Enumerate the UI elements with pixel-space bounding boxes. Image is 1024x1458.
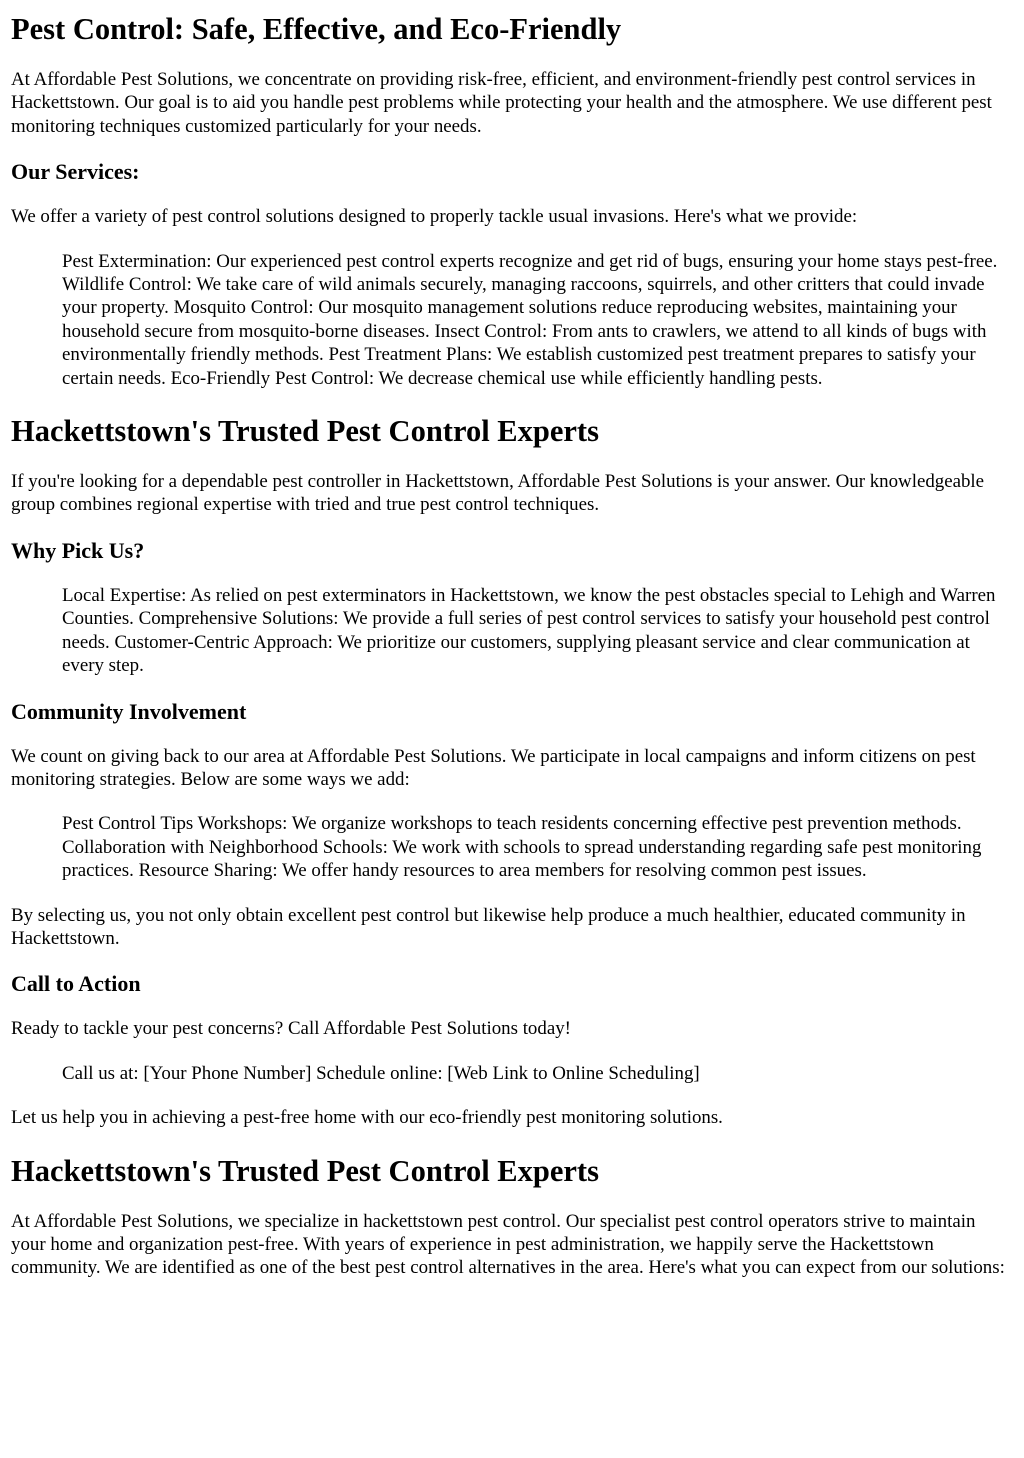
cta-contact-quote: Call us at: [Your Phone Number] Schedule online: [Web Link to Online Scheduling] [62, 1062, 700, 1084]
why-pick-us-heading: Why Pick Us? [11, 537, 145, 563]
community-intro-paragraph: We count on giving back to our area at Affordable Pest Solutions. We participate in local campaigns and inform citizens on pest monitoring strategies. Below are some ways we add: [11, 745, 976, 790]
cta-outro-paragraph: Let us help you in achieving a pest-free home with our eco-friendly pest monitoring solutions. [11, 1107, 723, 1129]
experts-body-paragraph: At Affordable Pest Solutions, we specialize in hackettstown pest control. Our specialist pest control operators strive to maintain your home and organization pest-free. With years of experience in pest administration, we happily serve the Hackettstown community. We are identified as one of the best pest control alternatives in the area. Here's what you can expect from our solutions: [11, 1210, 1005, 1279]
community-outro-paragraph: By selecting us, you not only obtain excellent pest control but likewise help produce a much healthier, educated community in Hackettstown. [11, 904, 966, 949]
intro-paragraph: At Affordable Pest Solutions, we concentrate on providing risk-free, efficient, and environment-friendly pest control services in Hackettstown. Our goal is to aid you handle pest problems while protecting your health and the atmosphere. We use different pest monitoring techniques customized particularly for your needs. [11, 69, 992, 137]
experts-intro-paragraph: If you're looking for a dependable pest controller in Hackettstown, Affordable Pest Solutions is your answer. Our knowledgeable group combines regional expertise with tried and true pest control techniques. [11, 471, 985, 516]
services-heading: Our Services: [11, 159, 140, 185]
community-heading: Community Involvement [11, 698, 247, 724]
experts-heading-repeat: Hackettstown's Trusted Pest Control Experts [11, 1153, 599, 1188]
cta-intro-paragraph: Ready to tackle your pest concerns? Call Affordable Pest Solutions today! [11, 1018, 571, 1040]
experts-heading: Hackettstown's Trusted Pest Control Experts [11, 414, 599, 449]
call-to-action-heading: Call to Action [11, 971, 141, 997]
services-intro-paragraph: We offer a variety of pest control solutions designed to properly tackle usual invasions. Here's what we provide: [11, 206, 858, 228]
community-list-quote: Pest Control Tips Workshops: We organize workshops to teach residents concerning effective pest prevention methods. Collaboration with Neighborhood Schools: We work with schools to spread understanding regarding safe pest monitoring practices. Resource Sharing: We offer handy resources to area members for resolving common pest issues. [62, 813, 982, 882]
page-title: Pest Control: Safe, Effective, and Eco-Friendly [11, 12, 622, 46]
why-pick-us-quote: Local Expertise: As relied on pest exterminators in Hackettstown, we know the pest obstacles special to Lehigh and Warren Counties. Comprehensive Solutions: We provide a full series of pest control services to satisfy your household pest control needs. Customer-Centric Approach: We prioritize our customers, supplying pleasant service and clear communication at every step. [62, 584, 996, 677]
services-list-quote: Pest Extermination: Our experienced pest control experts recognize and get rid of bugs, ensuring your home stays pest-free. Wildlife Control: We take care of wild animals securely, managing raccoons, squirrels, and other critters that could invade your property. Mosquito Control: Our mosquito management solutions reduce reproducing websites, maintaining your household secure from mosquito-borne diseases. Insect Control: From ants to crawlers, we attend to all kinds of bugs with environmentally friendly methods. Pest Treatment Plans: We establish customized pest treatment prepares to satisfy your certain needs. Eco-Friendly Pest Control: We decrease chemical use while efficiently handling pests. [62, 250, 998, 389]
